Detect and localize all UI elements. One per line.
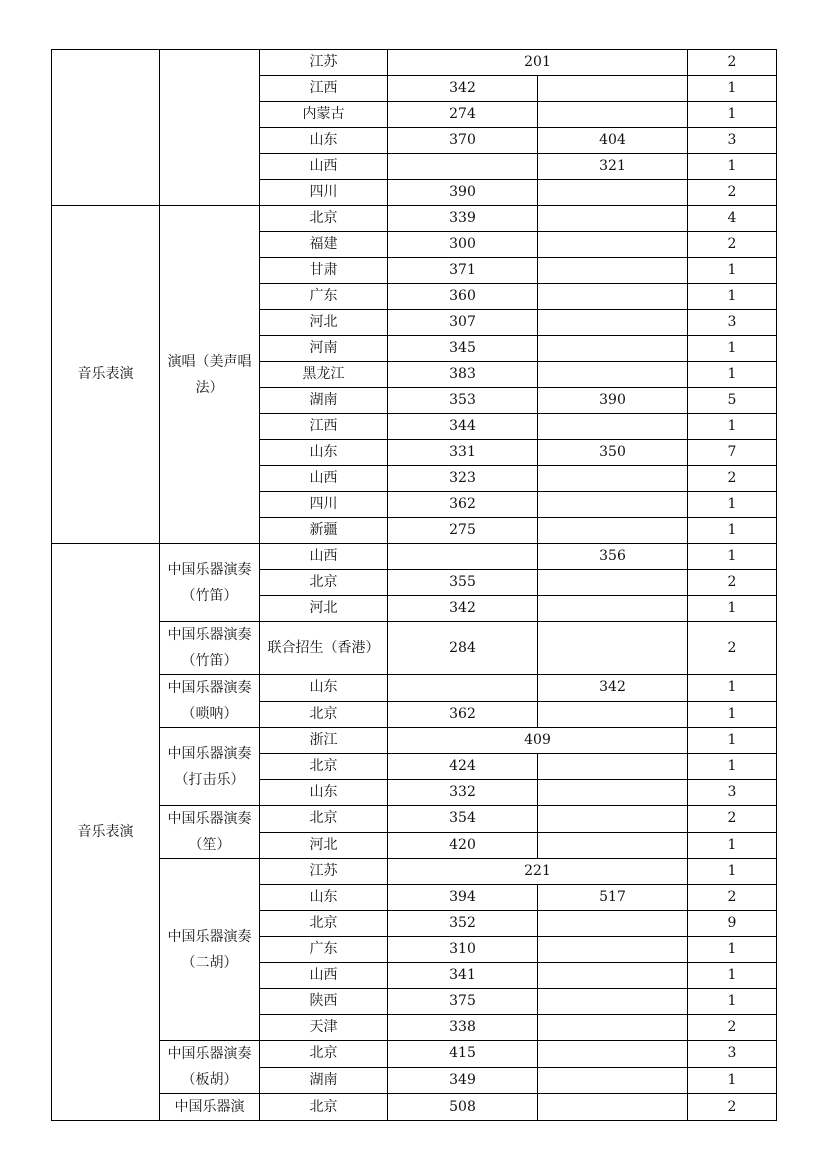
score-1-cell: 331 (388, 440, 538, 466)
score-merged-cell: 201 (388, 50, 688, 76)
score-2-cell: 342 (538, 675, 688, 702)
count-cell: 2 (688, 232, 777, 258)
province-cell: 山东 (260, 440, 388, 466)
score-1-cell: 394 (388, 885, 538, 911)
count-cell: 5 (688, 388, 777, 414)
score-1-cell: 284 (388, 622, 538, 675)
score-1-cell (388, 675, 538, 702)
province-cell: 北京 (260, 911, 388, 937)
major-cell: 演唱（美声唱法） (160, 206, 260, 544)
score-2-cell: 404 (538, 128, 688, 154)
count-cell: 3 (688, 780, 777, 806)
major-cell: 中国乐器演奏（板胡） (160, 1041, 260, 1094)
province-cell: 江西 (260, 414, 388, 440)
major-cell: 中国乐器演奏（笙） (160, 806, 260, 859)
score-1-cell (388, 544, 538, 570)
province-cell: 福建 (260, 232, 388, 258)
province-cell: 山东 (260, 780, 388, 806)
score-1-cell: 342 (388, 596, 538, 622)
province-cell: 甘肃 (260, 258, 388, 284)
count-cell: 1 (688, 963, 777, 989)
count-cell: 1 (688, 414, 777, 440)
province-cell: 黑龙江 (260, 362, 388, 388)
count-cell: 7 (688, 440, 777, 466)
count-cell: 2 (688, 50, 777, 76)
count-cell: 1 (688, 859, 777, 885)
province-cell: 广东 (260, 284, 388, 310)
province-cell: 内蒙古 (260, 102, 388, 128)
score-1-cell: 310 (388, 937, 538, 963)
score-1-cell: 508 (388, 1094, 538, 1121)
major-cell: 中国乐器演 (160, 1094, 260, 1121)
table-row (52, 1094, 777, 1121)
count-cell: 3 (688, 310, 777, 336)
count-cell: 2 (688, 885, 777, 911)
province-cell: 陕西 (260, 989, 388, 1015)
score-2-cell (538, 1015, 688, 1041)
score-2-cell (538, 832, 688, 859)
score-2-cell (538, 206, 688, 232)
count-cell: 1 (688, 701, 777, 728)
score-1-cell: 339 (388, 206, 538, 232)
score-1-cell: 415 (388, 1041, 538, 1068)
province-cell: 山东 (260, 885, 388, 911)
category-cell: 音乐表演 (52, 544, 160, 1121)
major-cell: 中国乐器演奏（二胡） (160, 859, 260, 1041)
score-1-cell: 354 (388, 806, 538, 833)
score-2-cell (538, 102, 688, 128)
province-cell: 山西 (260, 154, 388, 180)
score-2-cell (538, 310, 688, 336)
count-cell: 1 (688, 989, 777, 1015)
score-1-cell: 370 (388, 128, 538, 154)
count-cell: 2 (688, 180, 777, 206)
score-1-cell: 383 (388, 362, 538, 388)
count-cell: 2 (688, 466, 777, 492)
score-2-cell (538, 1094, 688, 1121)
count-cell: 4 (688, 206, 777, 232)
score-2-cell (538, 754, 688, 780)
count-cell: 1 (688, 492, 777, 518)
category-cell (52, 50, 160, 206)
province-cell: 江苏 (260, 859, 388, 885)
score-1-cell: 371 (388, 258, 538, 284)
province-cell: 山西 (260, 963, 388, 989)
score-1-cell: 342 (388, 76, 538, 102)
province-cell: 新疆 (260, 518, 388, 544)
count-cell: 1 (688, 728, 777, 754)
province-cell: 四川 (260, 180, 388, 206)
major-cell (160, 50, 260, 206)
table-row (52, 206, 777, 232)
score-2-cell: 390 (538, 388, 688, 414)
score-1-cell (388, 154, 538, 180)
score-2-cell (538, 492, 688, 518)
score-2-cell (538, 701, 688, 728)
province-cell: 北京 (260, 206, 388, 232)
major-cell: 中国乐器演奏（唢呐） (160, 675, 260, 728)
count-cell: 1 (688, 76, 777, 102)
count-cell: 2 (688, 806, 777, 833)
province-cell: 江苏 (260, 50, 388, 76)
count-cell: 2 (688, 622, 777, 675)
score-1-cell: 362 (388, 701, 538, 728)
score-1-cell: 338 (388, 1015, 538, 1041)
count-cell: 2 (688, 1094, 777, 1121)
table-row (52, 544, 777, 570)
score-1-cell: 352 (388, 911, 538, 937)
score-2-cell (538, 336, 688, 362)
score-1-cell: 274 (388, 102, 538, 128)
score-2-cell (538, 414, 688, 440)
count-cell: 1 (688, 258, 777, 284)
score-2-cell (538, 806, 688, 833)
table-row (52, 622, 777, 675)
major-cell: 中国乐器演奏（打击乐） (160, 728, 260, 806)
score-2-cell (538, 1041, 688, 1068)
score-2-cell (538, 570, 688, 596)
score-1-cell: 390 (388, 180, 538, 206)
score-2-cell (538, 518, 688, 544)
score-2-cell (538, 780, 688, 806)
score-2-cell (538, 963, 688, 989)
province-cell: 天津 (260, 1015, 388, 1041)
table-body (52, 50, 777, 1121)
score-1-cell: 300 (388, 232, 538, 258)
province-cell: 湖南 (260, 1067, 388, 1094)
province-cell: 北京 (260, 806, 388, 833)
count-cell: 1 (688, 362, 777, 388)
count-cell: 1 (688, 336, 777, 362)
count-cell: 1 (688, 102, 777, 128)
score-2-cell (538, 180, 688, 206)
count-cell: 1 (688, 596, 777, 622)
score-1-cell: 420 (388, 832, 538, 859)
major-cell: 中国乐器演奏（竹笛） (160, 544, 260, 622)
category-cell: 音乐表演 (52, 206, 160, 544)
province-cell: 浙江 (260, 728, 388, 754)
score-1-cell: 332 (388, 780, 538, 806)
province-cell: 联合招生（香港） (260, 622, 388, 675)
count-cell: 1 (688, 154, 777, 180)
table-row (52, 675, 777, 702)
table-row (52, 859, 777, 885)
major-cell: 中国乐器演奏（竹笛） (160, 622, 260, 675)
province-cell: 北京 (260, 1094, 388, 1121)
province-cell: 山东 (260, 675, 388, 702)
score-1-cell: 345 (388, 336, 538, 362)
count-cell: 1 (688, 284, 777, 310)
province-cell: 北京 (260, 701, 388, 728)
score-1-cell: 323 (388, 466, 538, 492)
score-merged-cell: 221 (388, 859, 688, 885)
score-2-cell (538, 232, 688, 258)
score-2-cell (538, 989, 688, 1015)
score-1-cell: 341 (388, 963, 538, 989)
count-cell: 1 (688, 937, 777, 963)
score-2-cell (538, 362, 688, 388)
count-cell: 1 (688, 754, 777, 780)
table-row (52, 1041, 777, 1068)
count-cell: 9 (688, 911, 777, 937)
table-row (52, 806, 777, 833)
province-cell: 河北 (260, 310, 388, 336)
province-cell: 湖南 (260, 388, 388, 414)
province-cell: 山西 (260, 466, 388, 492)
score-1-cell: 349 (388, 1067, 538, 1094)
score-2-cell (538, 258, 688, 284)
province-cell: 四川 (260, 492, 388, 518)
count-cell: 2 (688, 1015, 777, 1041)
score-2-cell (538, 911, 688, 937)
admission-score-table (51, 49, 776, 1121)
count-cell: 3 (688, 128, 777, 154)
province-cell: 北京 (260, 1041, 388, 1068)
province-cell: 北京 (260, 754, 388, 780)
score-1-cell: 353 (388, 388, 538, 414)
score-2-cell: 517 (538, 885, 688, 911)
score-2-cell (538, 596, 688, 622)
province-cell: 河北 (260, 832, 388, 859)
score-2-cell (538, 284, 688, 310)
score-2-cell (538, 466, 688, 492)
score-2-cell (538, 622, 688, 675)
score-1-cell: 424 (388, 754, 538, 780)
score-1-cell: 344 (388, 414, 538, 440)
score-2-cell: 350 (538, 440, 688, 466)
table-row (52, 728, 777, 754)
count-cell: 3 (688, 1041, 777, 1068)
table-row (52, 50, 777, 76)
province-cell: 江西 (260, 76, 388, 102)
count-cell: 1 (688, 832, 777, 859)
province-cell: 北京 (260, 570, 388, 596)
score-2-cell (538, 76, 688, 102)
score-1-cell: 307 (388, 310, 538, 336)
score-2-cell (538, 937, 688, 963)
score-1-cell: 375 (388, 989, 538, 1015)
score-2-cell (538, 1067, 688, 1094)
score-1-cell: 275 (388, 518, 538, 544)
province-cell: 广东 (260, 937, 388, 963)
count-cell: 1 (688, 675, 777, 702)
score-1-cell: 355 (388, 570, 538, 596)
count-cell: 1 (688, 1067, 777, 1094)
score-1-cell: 360 (388, 284, 538, 310)
province-cell: 山西 (260, 544, 388, 570)
score-1-cell: 362 (388, 492, 538, 518)
score-2-cell: 321 (538, 154, 688, 180)
count-cell: 2 (688, 570, 777, 596)
province-cell: 河北 (260, 596, 388, 622)
count-cell: 1 (688, 518, 777, 544)
score-2-cell: 356 (538, 544, 688, 570)
count-cell: 1 (688, 544, 777, 570)
province-cell: 山东 (260, 128, 388, 154)
province-cell: 河南 (260, 336, 388, 362)
score-merged-cell: 409 (388, 728, 688, 754)
